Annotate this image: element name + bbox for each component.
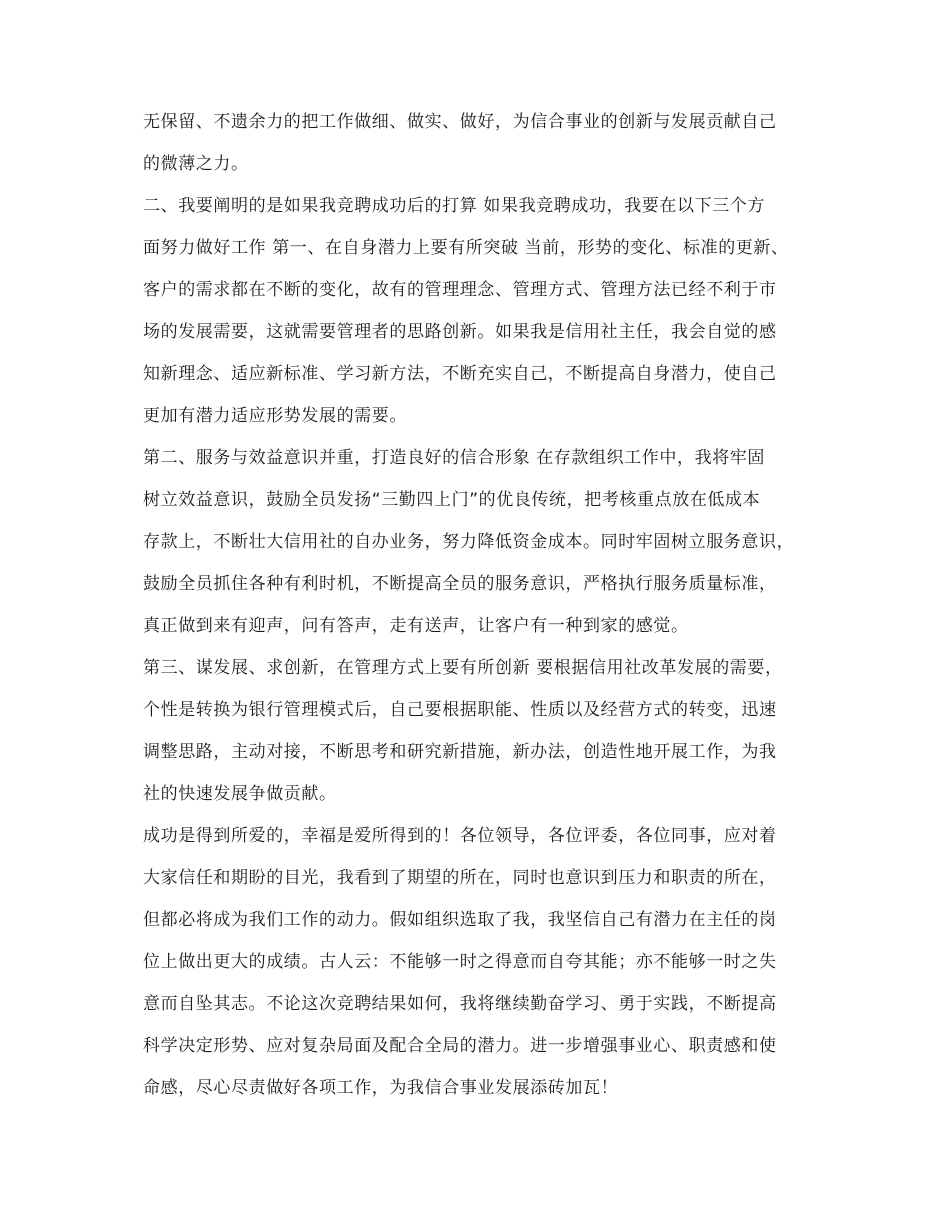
text-line: 的微薄之力。 [143,154,249,174]
text-line: 无保留、不遗余力的把工作做细、做实、做好，为信合事业的创新与发展贡献自己 [143,112,777,132]
text-line: 命感，尽心尽责做好各项工作，为我信合事业发展添砖加瓦！ [143,1078,619,1098]
text-line: 面努力做好工作 第一、在自身潜力上要有所突破 当前，形势的变化、标准的更新、 [143,238,789,258]
text-line: 但都必将成为我们工作的动力。假如组织选取了我，我坚信自己有潜力在主任的岗 [143,910,777,930]
text-line: 知新理念、适应新标准、学习新方法，不断充实自己，不断提高自身潜力，使自己 [143,364,777,384]
text-line: 场的发展需要，这就需要管理者的思路创新。如果我是信用社主任，我会自觉的感 [143,322,777,342]
text-line: 树立效益意识，鼓励全员发扬“三勤四上门”的优良传统，把考核重点放在低成本 [143,490,761,510]
text-line: 个性是转换为银行管理模式后，自己要根据职能、性质以及经营方式的转变，迅速 [143,700,777,720]
text-line: 二、我要阐明的是如果我竞聘成功后的打算 如果我竞聘成功，我要在以下三个方 [143,196,766,216]
text-line: 鼓励全员抓住各种有利时机，不断提高全员的服务意识，严格执行服务质量标准， [143,574,777,594]
text-line: 第二、服务与效益意识并重，打造良好的信合形象 在存款组织工作中，我将牢固 [143,448,766,468]
text-line: 成功是得到所爱的，幸福是爱所得到的！各位领导，各位评委，各位同事，应对着 [143,826,777,846]
text-line: 更加有潜力适应形势发展的需要。 [143,406,407,426]
text-line: 社的快速发展争做贡献。 [143,784,337,804]
text-line: 第三、谋发展、求创新，在管理方式上要有所创新 要根据信用社改革发展的需要， [143,658,783,678]
text-line: 大家信任和期盼的目光，我看到了期望的所在，同时也意识到压力和职责的所在， [143,868,777,888]
text-line: 真正做到来有迎声，问有答声，走有送声，让客户有一种到家的感觉。 [143,616,689,636]
text-line: 调整思路，主动对接，不断思考和研究新措施，新办法，创造性地开展工作，为我 [143,742,777,762]
text-line: 意而自坠其志。不论这次竞聘结果如何，我将继续勤奋学习、勇于实践，不断提高 [143,994,777,1014]
text-line: 存款上，不断壮大信用社的自办业务，努力降低资金成本。同时牢固树立服务意识， [143,532,795,552]
text-line: 位上做出更大的成绩。古人云：不能够一时之得意而自夸其能；亦不能够一时之失 [143,952,777,972]
text-line: 科学决定形势、应对复杂局面及配合全局的潜力。进一步增强事业心、职责感和使 [143,1036,777,1056]
text-line: 客户的需求都在不断的变化，故有的管理理念、管理方式、管理方法已经不利于市 [143,280,777,300]
document-body [143,108,843,1102]
